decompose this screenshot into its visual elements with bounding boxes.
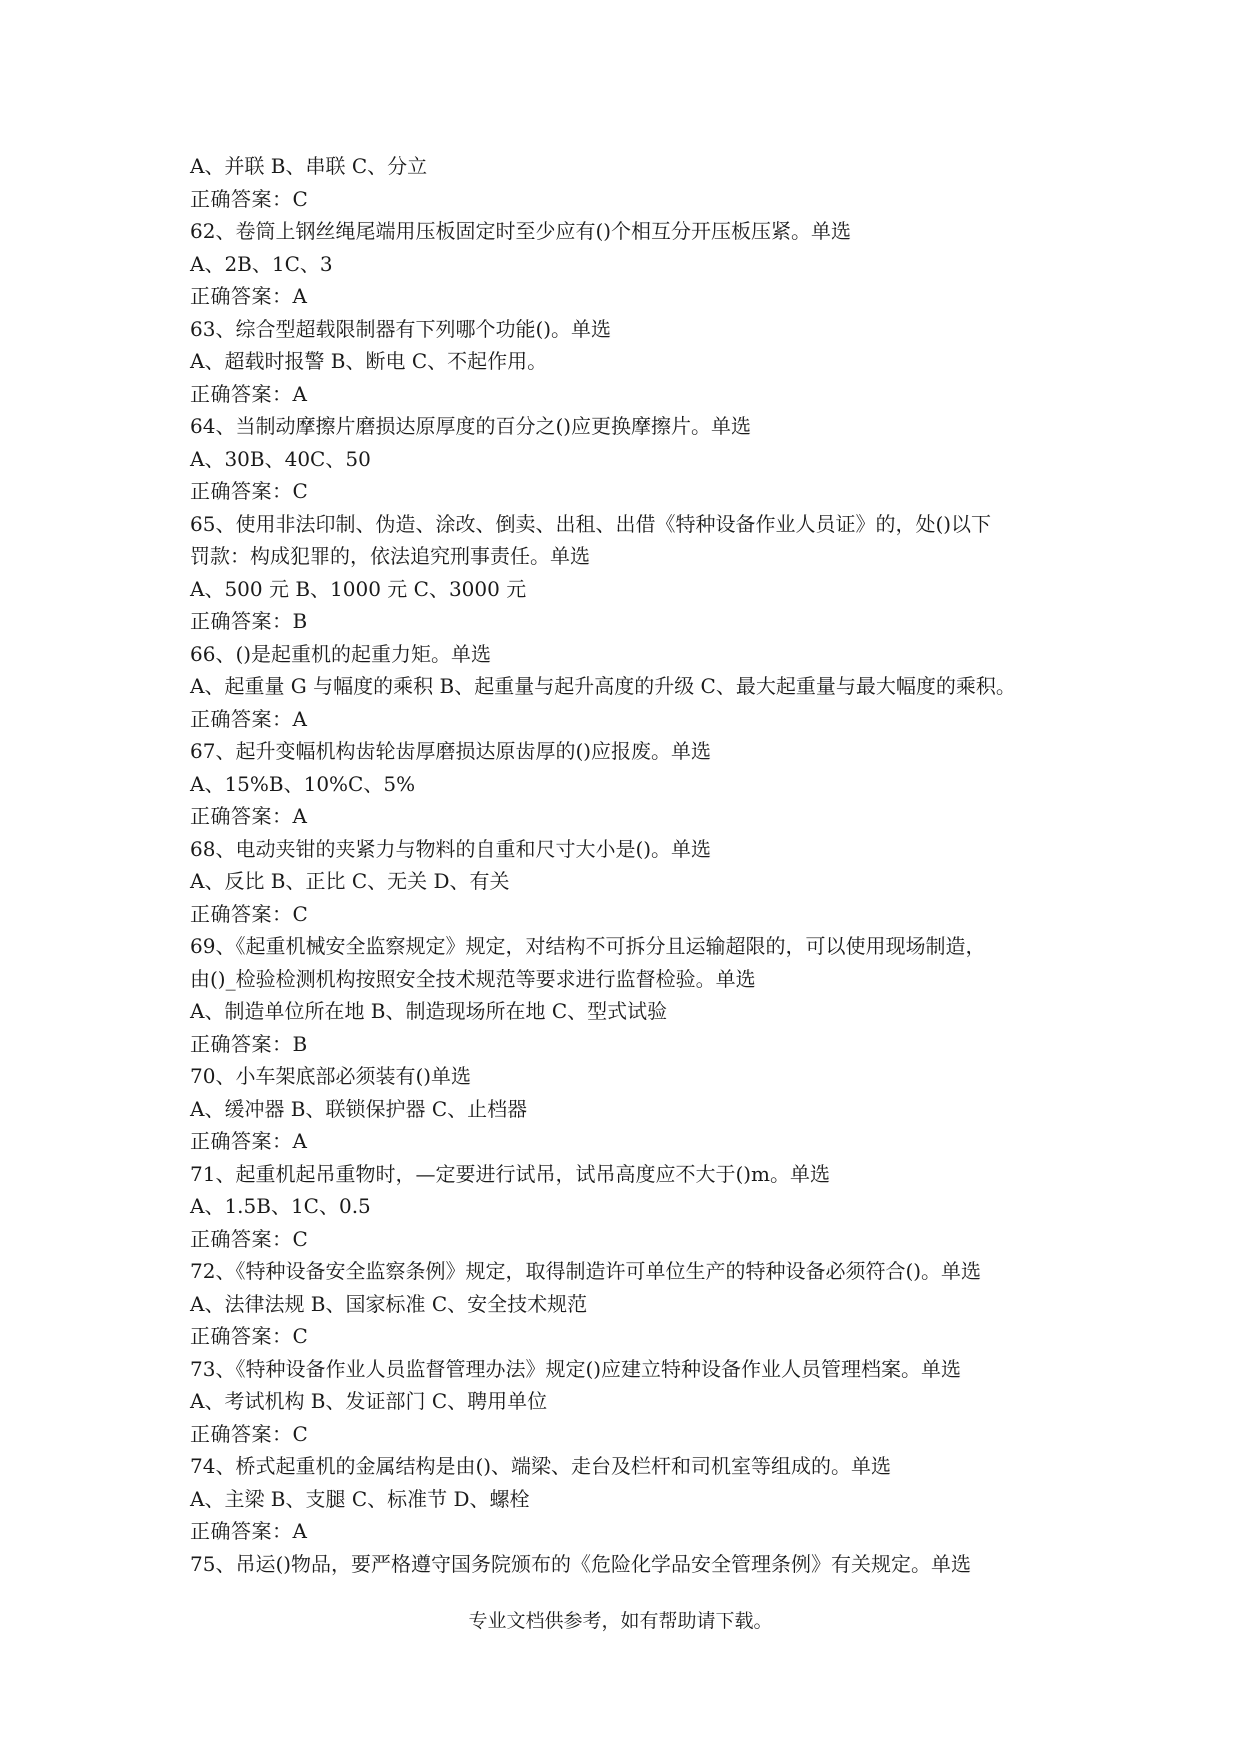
answer-line: 正确答案：A [190,284,308,308]
options-line: A、制造单位所在地 B、制造现场所在地 C、型式试验 [190,999,668,1023]
answer-line: 正确答案：C [190,1226,309,1251]
options-line: A、并联 B、串联 C、分立 [190,154,428,178]
options-line: A、1.5B、1C、0.5 [190,1194,371,1218]
answer-line: 正确答案：A [190,1519,308,1543]
answer-line: 正确答案：C [190,1421,309,1446]
question-line: 64、当制动摩擦片磨损达原厚度的百分之()应更换摩擦片。单选 [190,414,752,438]
options-line: A、500 元 B、1000 元 C、3000 元 [190,576,527,601]
question-line: 68、电动夹钳的夹紧力与物料的自重和尺寸大小是()。单选 [190,836,712,861]
answer-line: 正确答案：C [190,1324,309,1348]
question-line: 72、《特种设备安全监察条例》规定，取得制造许可单位生产的特种设备必须符合()。单选 [190,1259,982,1283]
options-line: A、2B、1C、3 [190,251,333,276]
options-line: A、反比 B、正比 C、无关 D、有关 [190,869,510,893]
options-line: A、主梁 B、支腿 C、标准节 D、螺栓 [190,1486,530,1511]
question-continuation-line: 由()_检验检测机构按照安全技术规范等要求进行监督检验。单选 [190,966,756,991]
question-line: 73、《特种设备作业人员监督管理办法》规定()应建立特种设备作业人员管理档案。单选 [190,1356,962,1381]
question-line: 69、《起重机械安全监察规定》规定，对结构不可拆分且运输超限的，可以使用现场制造， [190,934,986,958]
question-line: 62、卷筒上钢丝绳尾端用压板固定时至少应有()个相互分开压板压紧。单选 [190,219,852,243]
question-line: 71、起重机起吊重物时，—定要进行试吊，试吊高度应不大于()m。单选 [190,1161,831,1186]
document-body [190,150,1070,1580]
options-line: A、缓冲器 B、联锁保护器 C、止档器 [190,1096,528,1121]
options-line: A、15%B、10%C、5% [190,771,416,796]
question-line: 74、桥式起重机的金属结构是由()、端梁、走台及栏杆和司机室等组成的。单选 [190,1454,892,1478]
answer-line: 正确答案：A [190,381,308,406]
options-line: A、起重量 G 与幅度的乘积 B、起重量与起升高度的升级 C、最大起重量与最大幅度的乘积。 [190,674,1016,698]
options-line: A、法律法规 B、国家标准 C、安全技术规范 [190,1291,588,1316]
answer-line: 正确答案：C [190,901,309,926]
answer-line: 正确答案：A [190,1129,308,1153]
question-line: 66、()是起重机的起重力矩。单选 [190,641,492,666]
answer-line: 正确答案：C [190,479,309,503]
answer-line: 正确答案：A [190,804,308,828]
question-line: 67、起升变幅机构齿轮齿厚磨损达原齿厚的()应报废。单选 [190,739,712,763]
question-line: 63、综合型超载限制器有下列哪个功能()。单选 [190,316,612,341]
answer-line: 正确答案：B [190,609,308,633]
options-line: A、30B、40C、50 [190,446,371,471]
question-line: 75、吊运()物品，要严格遵守国务院颁布的《危险化学品安全管理条例》有关规定。单选 [190,1551,972,1576]
answer-line: 正确答案：A [190,706,308,731]
options-line: A、超载时报警 B、断电 C、不起作用。 [190,349,548,373]
options-line: A、考试机构 B、发证部门 C、聘用单位 [190,1389,548,1413]
answer-line: 正确答案：C [190,186,309,211]
question-line: 65、使用非法印制、伪造、涂改、倒卖、出租、出借《特种设备作业人员证》的，处()以下 [190,511,992,536]
answer-line: 正确答案：B [190,1031,308,1056]
page-footer: 专业文档供参考，如有帮助请下载。 [468,1610,773,1632]
question-line: 70、小车架底部必须装有()单选 [190,1064,472,1088]
question-continuation-line: 罚款：构成犯罪的，依法追究刑事责任。单选 [190,544,590,568]
